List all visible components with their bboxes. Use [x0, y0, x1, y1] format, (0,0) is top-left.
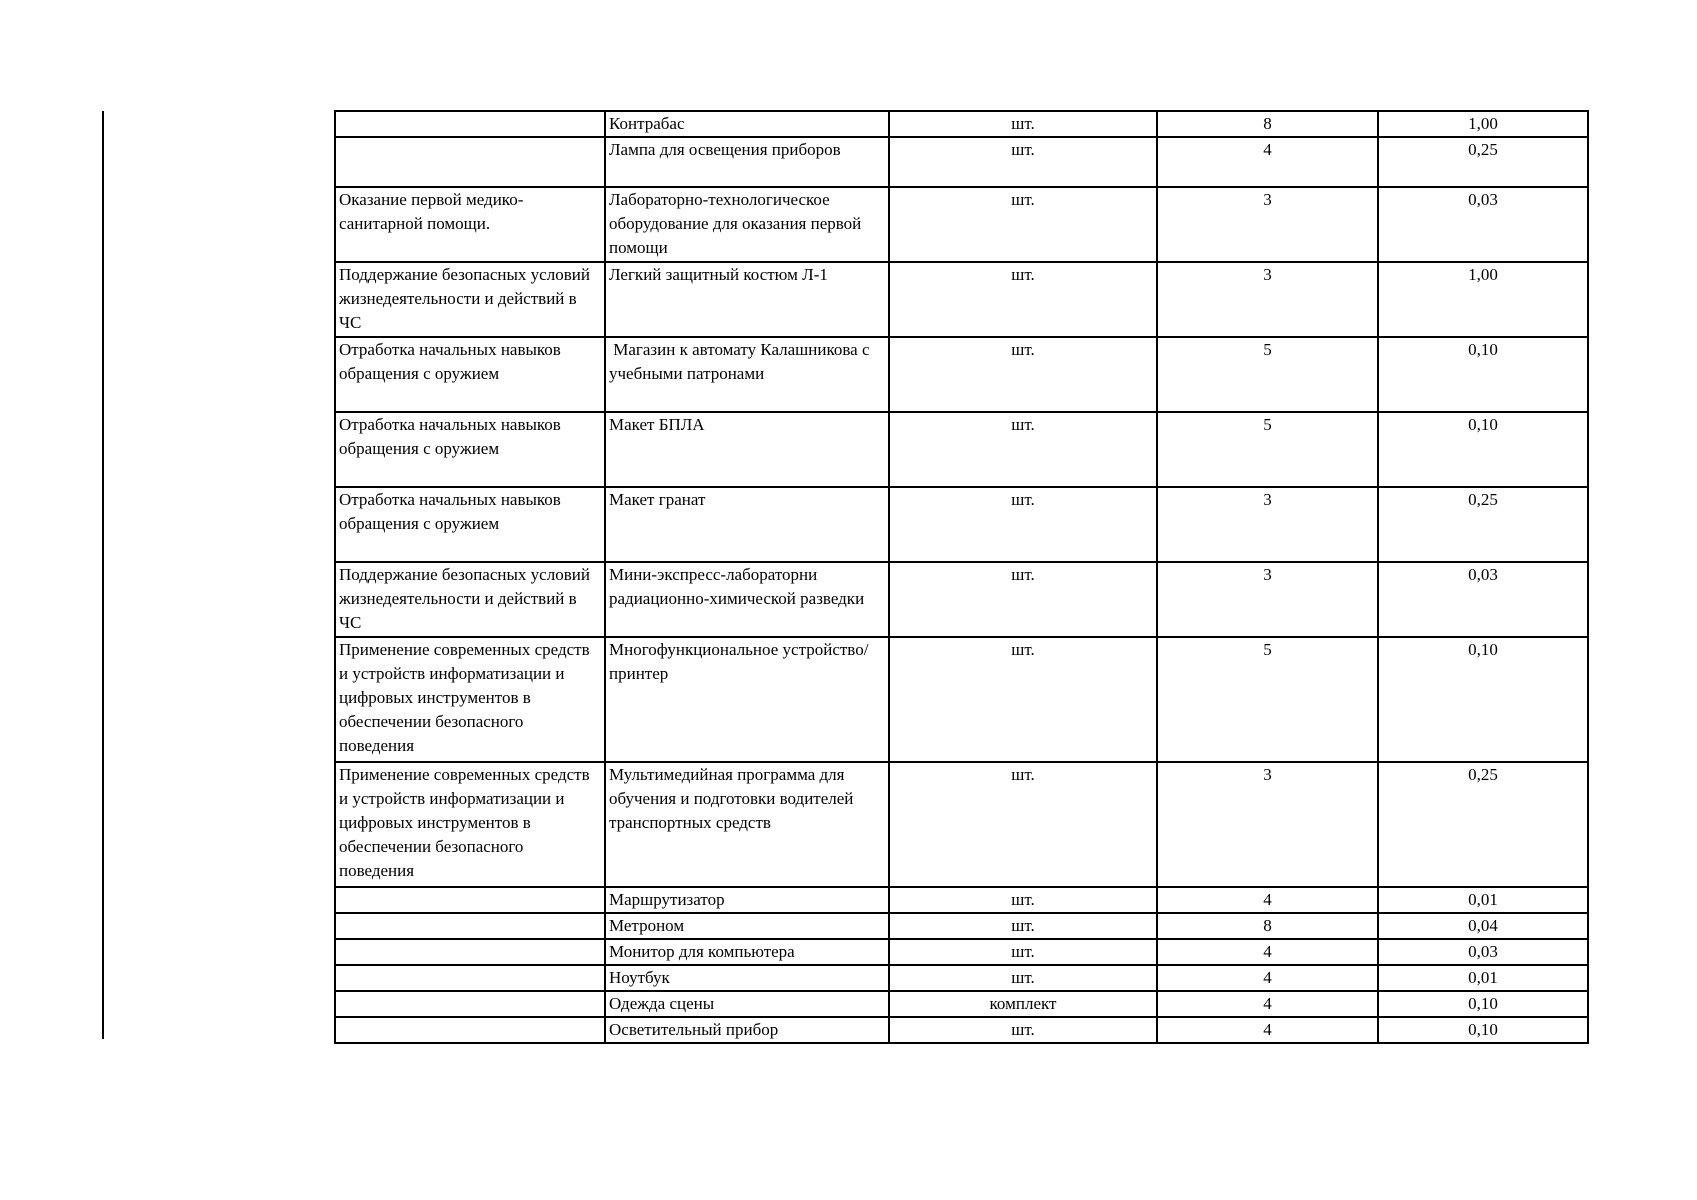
- value-cell: 0,03: [1378, 939, 1588, 965]
- qty-cell: 4: [1157, 1017, 1378, 1043]
- item-cell: Легкий защитный костюм Л-1: [605, 262, 889, 337]
- value-cell: 0,25: [1378, 762, 1588, 887]
- qty-cell: 3: [1157, 187, 1378, 262]
- qty-cell: 3: [1157, 262, 1378, 337]
- qty-cell: 3: [1157, 762, 1378, 887]
- value-cell: 0,10: [1378, 337, 1588, 412]
- item-cell: Многофункциональное устройство/принтер: [605, 637, 889, 762]
- activity-cell: Поддержание безопасных условий жизнедеятельности и действий в ЧС: [335, 262, 605, 337]
- table-row: [335, 412, 1588, 487]
- activity-cell: [335, 965, 605, 991]
- qty-cell: 4: [1157, 137, 1378, 187]
- item-cell: Лабораторно-технологическое оборудование для оказания первой помощи: [605, 187, 889, 262]
- item-cell: Лампа для освещения приборов: [605, 137, 889, 187]
- qty-cell: 3: [1157, 562, 1378, 637]
- activity-cell: [335, 887, 605, 913]
- unit-cell: шт.: [889, 487, 1157, 562]
- unit-cell: шт.: [889, 1017, 1157, 1043]
- item-cell: Контрабас: [605, 111, 889, 137]
- item-cell: Мультимедийная программа для обучения и подготовки водителей транспортных средств: [605, 762, 889, 887]
- qty-cell: 3: [1157, 487, 1378, 562]
- item-cell: Монитор для компьютера: [605, 939, 889, 965]
- item-cell: Мини-экспресс-лабораторни радиационно-химической разведки: [605, 562, 889, 637]
- value-cell: 0,10: [1378, 637, 1588, 762]
- unit-cell: шт.: [889, 939, 1157, 965]
- unit-cell: шт.: [889, 111, 1157, 137]
- table-row: [335, 887, 1588, 913]
- qty-cell: 4: [1157, 991, 1378, 1017]
- value-cell: 0,10: [1378, 1017, 1588, 1043]
- value-cell: 0,04: [1378, 913, 1588, 939]
- table-row: [335, 337, 1588, 412]
- value-cell: 0,25: [1378, 487, 1588, 562]
- page-margin-rule: [102, 111, 104, 1039]
- activity-cell: Отработка начальных навыков обращения с оружием: [335, 487, 605, 562]
- item-cell: Макет гранат: [605, 487, 889, 562]
- value-cell: 1,00: [1378, 262, 1588, 337]
- table-row: [335, 562, 1588, 637]
- value-cell: 0,03: [1378, 187, 1588, 262]
- value-cell: 0,10: [1378, 412, 1588, 487]
- equipment-table: [334, 110, 1589, 1044]
- value-cell: 0,25: [1378, 137, 1588, 187]
- item-cell: Магазин к автомату Калашникова с учебными патронами: [605, 337, 889, 412]
- value-cell: 0,01: [1378, 887, 1588, 913]
- activity-cell: [335, 111, 605, 137]
- value-cell: 0,03: [1378, 562, 1588, 637]
- activity-cell: [335, 939, 605, 965]
- qty-cell: 4: [1157, 887, 1378, 913]
- table-row: [335, 1017, 1588, 1043]
- table-row: [335, 991, 1588, 1017]
- item-cell: Ноутбук: [605, 965, 889, 991]
- activity-cell: Применение современных средств и устройств информатизации и цифровых инструментов в обеспечении безопасного поведения: [335, 637, 605, 762]
- table-row: [335, 965, 1588, 991]
- table-row: [335, 637, 1588, 762]
- item-cell: Одежда сцены: [605, 991, 889, 1017]
- table-row: [335, 137, 1588, 187]
- unit-cell: шт.: [889, 887, 1157, 913]
- activity-cell: [335, 137, 605, 187]
- unit-cell: шт.: [889, 965, 1157, 991]
- unit-cell: шт.: [889, 637, 1157, 762]
- value-cell: 0,01: [1378, 965, 1588, 991]
- qty-cell: 5: [1157, 637, 1378, 762]
- unit-cell: шт.: [889, 762, 1157, 887]
- qty-cell: 8: [1157, 111, 1378, 137]
- unit-cell: комплект: [889, 991, 1157, 1017]
- unit-cell: шт.: [889, 562, 1157, 637]
- unit-cell: шт.: [889, 412, 1157, 487]
- table-row: [335, 913, 1588, 939]
- value-cell: 0,10: [1378, 991, 1588, 1017]
- qty-cell: 5: [1157, 412, 1378, 487]
- activity-cell: [335, 1017, 605, 1043]
- qty-cell: 4: [1157, 965, 1378, 991]
- activity-cell: [335, 913, 605, 939]
- table-row: [335, 262, 1588, 337]
- qty-cell: 4: [1157, 939, 1378, 965]
- table-row: [335, 111, 1588, 137]
- table-row: [335, 187, 1588, 262]
- activity-cell: [335, 991, 605, 1017]
- qty-cell: 8: [1157, 913, 1378, 939]
- activity-cell: Отработка начальных навыков обращения с оружием: [335, 337, 605, 412]
- unit-cell: шт.: [889, 262, 1157, 337]
- activity-cell: Поддержание безопасных условий жизнедеятельности и действий в ЧС: [335, 562, 605, 637]
- value-cell: 1,00: [1378, 111, 1588, 137]
- item-cell: Макет БПЛА: [605, 412, 889, 487]
- unit-cell: шт.: [889, 187, 1157, 262]
- unit-cell: шт.: [889, 337, 1157, 412]
- unit-cell: шт.: [889, 913, 1157, 939]
- item-cell: Осветительный прибор: [605, 1017, 889, 1043]
- item-cell: Метроном: [605, 913, 889, 939]
- table-row: [335, 487, 1588, 562]
- table-row: [335, 762, 1588, 887]
- activity-cell: Применение современных средств и устройств информатизации и цифровых инструментов в обеспечении безопасного поведения: [335, 762, 605, 887]
- item-cell: Маршрутизатор: [605, 887, 889, 913]
- activity-cell: Оказание первой медико-санитарной помощи.: [335, 187, 605, 262]
- unit-cell: шт.: [889, 137, 1157, 187]
- table-row: [335, 939, 1588, 965]
- activity-cell: Отработка начальных навыков обращения с оружием: [335, 412, 605, 487]
- qty-cell: 5: [1157, 337, 1378, 412]
